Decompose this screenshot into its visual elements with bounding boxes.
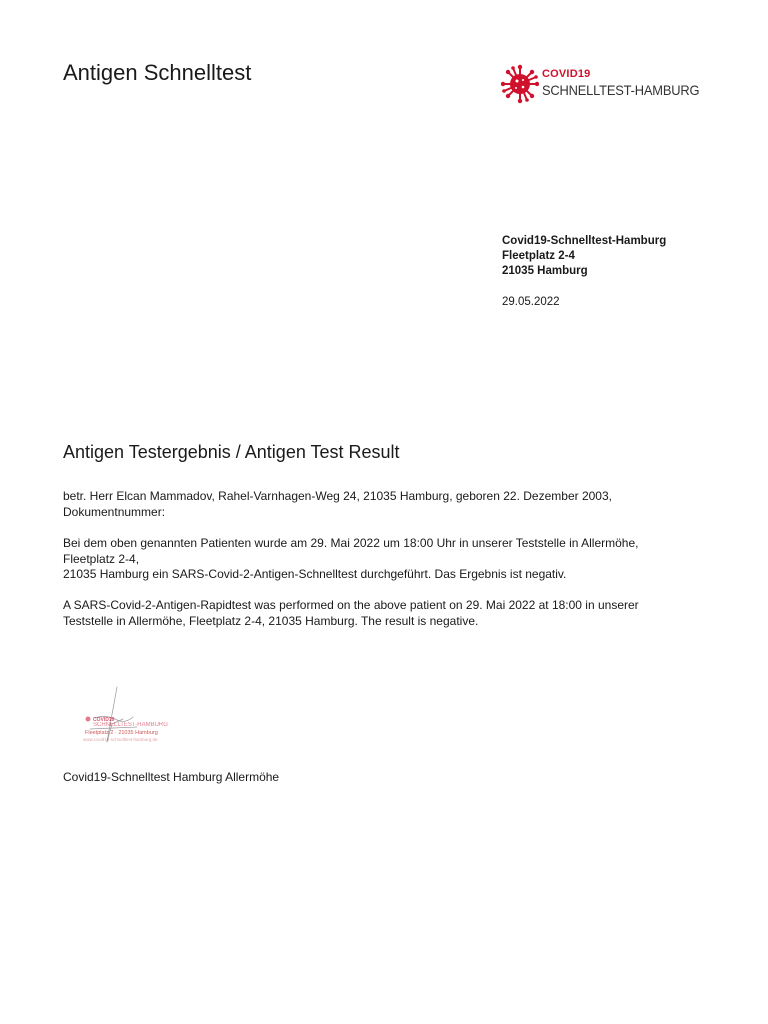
german-result-line: Bei dem oben genannten Patienten wurde am 29. Mai 2022 um 18:00 Uhr in unserer Teststelle in Allermöhe,: [63, 536, 639, 550]
document-number-line: Dokumentnummer:: [63, 504, 166, 519]
english-result-line: A SARS-Covid-2-Antigen-Rapidtest was performed on the above patient on 29. Mai 2022 at 18:00 in unserer: [63, 598, 639, 612]
german-result-line: Fleetplatz 2-4,: [63, 551, 140, 566]
address-city: 21035 Hamburg: [502, 265, 588, 277]
sender-address: [502, 234, 666, 279]
patient-paragraph: [63, 489, 683, 520]
stamp-text: SCHNELLTEST-HAMBURG: [93, 722, 168, 728]
stamp-signature: [65, 684, 170, 754]
brand-logo: [501, 63, 701, 105]
logo-text-schnelltest: SCHNELLTEST-HAMBURG: [542, 82, 700, 98]
english-result-line: Teststelle in Allermöhe, Fleetplatz 2-4, 21035 Hamburg. The result is negative.: [63, 613, 479, 628]
english-result-paragraph: [63, 598, 683, 629]
virus-icon: [501, 63, 539, 105]
stamp-text: COVID19: [93, 717, 115, 723]
german-result-paragraph: [63, 536, 683, 583]
document-title: Antigen Schnelltest: [63, 60, 252, 85]
address-street: Fleetplatz 2-4: [502, 250, 575, 262]
stamp-text: www.covid19-schnelltest-hamburg.de: [83, 737, 158, 742]
logo-text-covid19: COVID19: [542, 68, 591, 80]
signature-name: Covid19-Schnelltest Hamburg Allermöhe: [63, 770, 280, 784]
address-name: Covid19-Schnelltest-Hamburg: [502, 235, 667, 247]
signature-stroke: [65, 684, 170, 754]
document-date: 29.05.2022: [502, 296, 560, 308]
german-result-line: 21035 Hamburg ein SARS-Covid-2-Antigen-Schnelltest durchgeführt. Das Ergebnis ist negativ.: [63, 567, 567, 581]
patient-line: betr. Herr Elcan Mammadov, Rahel-Varnhagen-Weg 24, 21035 Hamburg, geboren 22. Dezember 2003,: [63, 489, 612, 503]
result-heading: Antigen Testergebnis / Antigen Test Result: [63, 442, 400, 462]
stamp-text: Fleetplatz 2 · 21035 Hamburg: [85, 730, 158, 736]
